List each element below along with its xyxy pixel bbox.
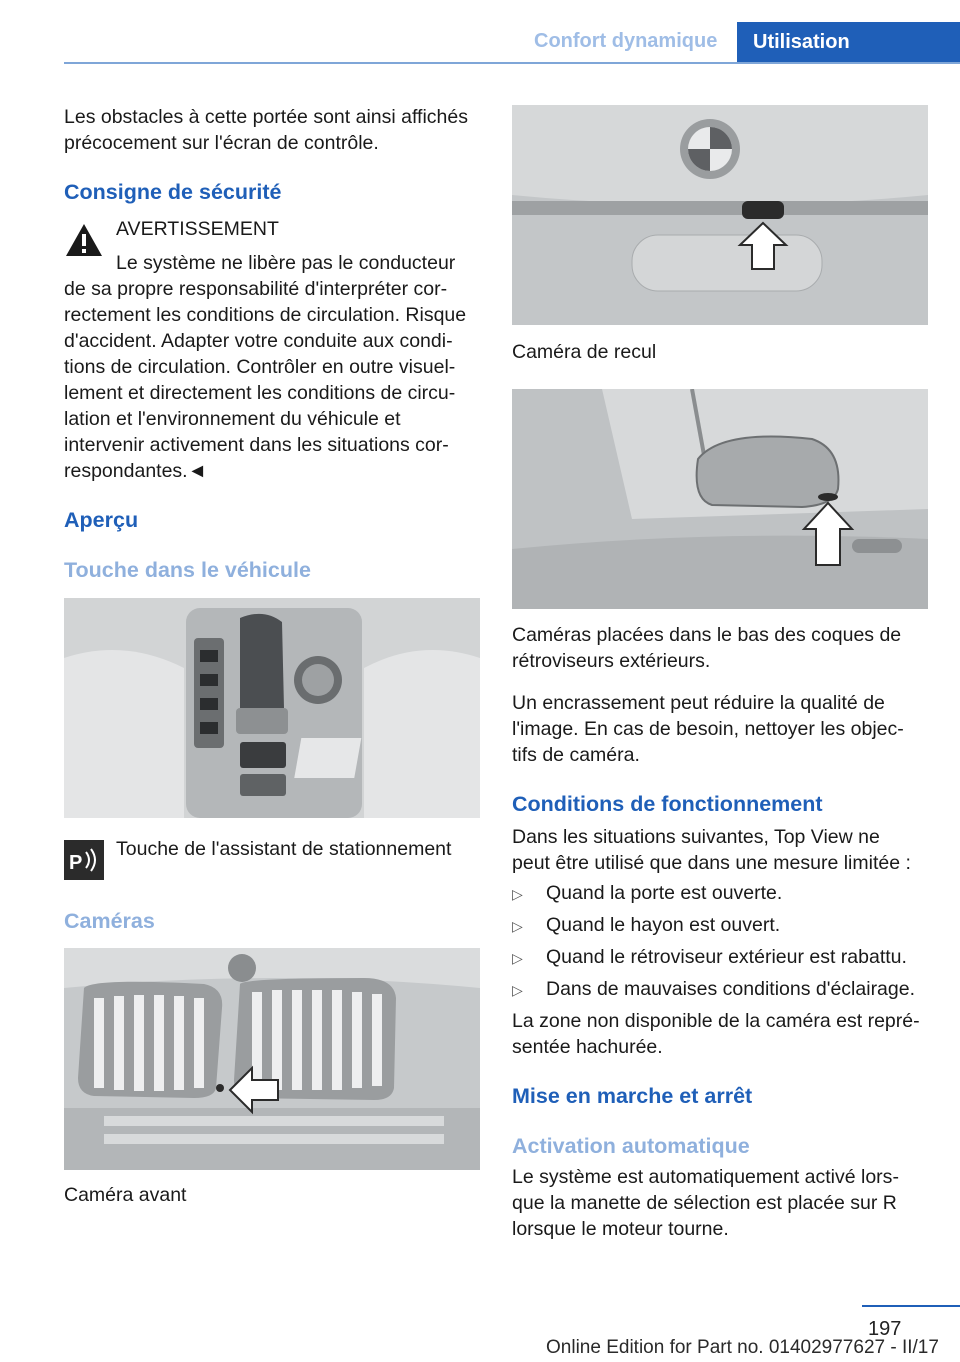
rear-camera-photo [512, 105, 928, 325]
console-photo [64, 598, 480, 818]
header-section-title: Confort dynamique [534, 30, 718, 52]
parking-assistant-button-icon [64, 840, 104, 880]
front-camera-photo [64, 948, 480, 1170]
conditions-intro: Dans les situations suivantes, Top View ne peut être utilisé que dans une mesure limitée : [512, 826, 911, 874]
mirror-camera-caption: Caméras placées dans le bas des coques de rétroviseurs extérieurs. [512, 624, 902, 672]
auto-activation-paragraph: Le système est automatiquement activé lorsque la manette de sélection est placée sur R lorsque le moteur tourne. [512, 1166, 899, 1240]
onoff-heading: Mise en marche et arrêt [512, 1084, 753, 1108]
cameras-heading: Caméras [64, 909, 155, 933]
bullet-triangle-icon: ▷ [512, 886, 523, 902]
warning-body: de sa propre responsabilité d'interpréter correctement les conditions de circulation. Risque d'accident. Adapter votre conduite aux conditions de circulation. Contrôler en outre visuellement et directement les conditions de circulation et l'environnement du véhicule et intervenir activement dans les situations correspondantes.◄ [64, 278, 467, 482]
warning-triangle-icon [64, 222, 104, 258]
page-number: 197 [868, 1318, 902, 1340]
header-chapter-tab [737, 22, 960, 64]
bullet-triangle-icon: ▷ [512, 982, 523, 998]
bullet-triangle-icon: ▷ [512, 918, 523, 934]
warning-label: AVERTISSEMENT [116, 218, 279, 240]
footer-rule [862, 1305, 960, 1307]
auto-activation-heading: Activation automatique [512, 1134, 750, 1158]
svg-text:P: P [69, 852, 83, 874]
dirt-paragraph: Un encrassement peut réduire la qualité de l'image. En cas de besoin, nettoyer les objectifs de caméra. [512, 692, 904, 766]
intro-paragraph: Les obstacles à cette portée sont ainsi affichés précocement sur l'écran de contrôle. [64, 106, 468, 154]
bullet-triangle-icon: ▷ [512, 950, 523, 966]
safety-heading: Consigne de sécurité [64, 180, 282, 204]
overview-heading: Aperçu [64, 508, 139, 532]
header-chapter-label: Utilisation [753, 31, 850, 53]
rear-camera-caption: Caméra de recul [512, 341, 657, 363]
conditions-heading: Conditions de fonctionnement [512, 792, 823, 816]
mirror-camera-photo [512, 389, 928, 609]
button-heading: Touche dans le véhicule [64, 558, 311, 582]
header-rule [64, 62, 960, 64]
edition-watermark: Online Edition for Part no. 01402977627 - II/17 [546, 1337, 939, 1358]
button-caption: Touche de l'assistant de stationnement [116, 838, 452, 860]
front-camera-caption: Caméra avant [64, 1184, 187, 1206]
warning-line1: Le système ne libère pas le conducteur [116, 252, 456, 274]
zone-paragraph: La zone non disponible de la caméra est représentée hachurée. [512, 1010, 920, 1058]
